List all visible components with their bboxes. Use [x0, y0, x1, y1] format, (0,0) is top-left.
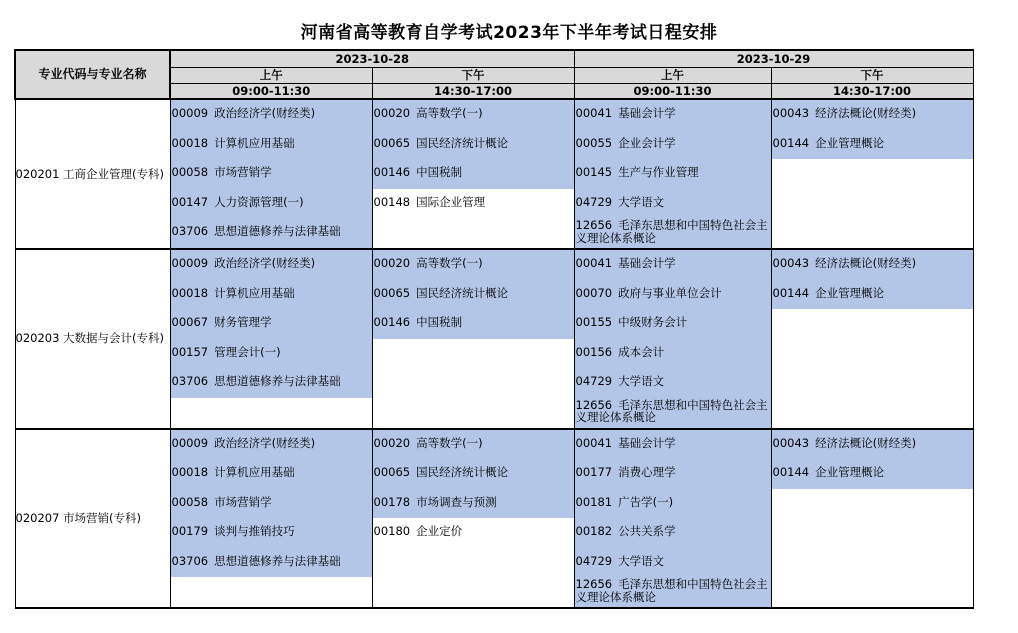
course-code: 00070	[575, 285, 613, 300]
course-name: 思想道德修养与法律基础	[214, 374, 341, 388]
time-header-day2-pm: 14:30-17:00	[771, 84, 973, 100]
major-name-cell: 020203 大数据与会计(专科)	[15, 249, 170, 429]
course-entry	[171, 159, 372, 189]
slot-cell-day1-pm	[372, 429, 574, 609]
course-entry	[373, 280, 574, 310]
course-entry	[575, 577, 771, 607]
course-entry	[171, 218, 372, 248]
course-name: 国民经济统计概论	[416, 465, 509, 479]
course-entry	[575, 159, 771, 189]
course-entry	[373, 130, 574, 160]
course-code: 00146	[373, 315, 411, 329]
course-name: 公共关系学	[618, 524, 676, 538]
course-entry	[575, 280, 771, 310]
course-name: 人力资源管理(一)	[214, 194, 304, 209]
course-entry	[575, 339, 771, 369]
course-code: 00180	[373, 524, 411, 538]
course-code: 00067	[171, 315, 209, 329]
course-code: 12656	[575, 577, 613, 591]
course-name: 企业定价	[416, 524, 463, 538]
course-name: 成本会计	[618, 344, 665, 359]
course-name: 基础会计学	[618, 256, 676, 270]
course-name: 思想道德修养与法律基础	[214, 553, 341, 568]
course-entry	[575, 309, 771, 339]
slot-cell-day2-am	[574, 99, 771, 249]
course-code: 00043	[772, 106, 810, 120]
slot-cell-day1-am	[170, 99, 372, 249]
course-name: 财务管理学	[214, 315, 272, 329]
course-entry	[575, 459, 771, 489]
course-entry	[575, 489, 771, 519]
course-code: 00018	[171, 135, 209, 150]
course-entry	[772, 459, 973, 489]
course-name: 广告学(一)	[618, 494, 674, 509]
course-entry	[373, 159, 574, 189]
course-entry	[772, 250, 973, 280]
major-row	[15, 429, 973, 609]
course-code: 00020	[373, 256, 411, 270]
course-code: 12656	[575, 397, 613, 412]
course-name: 企业管理概论	[815, 465, 885, 479]
major-name-cell: 020207 市场营销(专科)	[15, 429, 170, 609]
course-name: 国际企业管理	[416, 194, 486, 209]
course-code: 00009	[171, 256, 209, 270]
course-name: 大学语文	[618, 374, 665, 388]
course-entry	[171, 189, 372, 219]
course-entry	[772, 100, 973, 130]
course-code: 12656	[575, 218, 613, 232]
course-entry	[373, 250, 574, 280]
course-code: 03706	[171, 224, 209, 238]
course-name: 政治经济学(财经类)	[214, 256, 316, 270]
slot-cell-day2-pm	[771, 249, 973, 429]
slot-cell-day1-pm	[372, 249, 574, 429]
course-name: 政治经济学(财经类)	[214, 435, 316, 450]
course-name: 基础会计学	[618, 435, 676, 450]
course-entry	[373, 100, 574, 130]
course-name: 毛泽东思想和中国特色社会主义理论体系概论	[575, 218, 768, 245]
course-code: 04729	[575, 553, 613, 568]
course-entry	[373, 459, 574, 489]
course-code: 00155	[575, 315, 613, 329]
slot-cell-day2-am	[574, 249, 771, 429]
course-name: 思想道德修养与法律基础	[214, 224, 341, 238]
course-name: 经济法概论(财经类)	[815, 106, 917, 120]
course-entry	[171, 280, 372, 310]
course-name: 市场营销学	[214, 165, 272, 179]
course-entry	[575, 548, 771, 578]
course-code: 00178	[373, 494, 411, 509]
course-name: 生产与作业管理	[618, 165, 699, 179]
course-entry	[171, 339, 372, 369]
course-name: 经济法概论(财经类)	[815, 435, 917, 450]
course-name: 管理会计(一)	[214, 344, 281, 359]
time-header-day2-am: 09:00-11:30	[574, 84, 771, 100]
course-code: 00065	[373, 285, 411, 300]
course-name: 基础会计学	[618, 106, 676, 120]
course-name: 中国税制	[416, 315, 463, 329]
course-entry	[171, 489, 372, 519]
time-header-day1-am: 09:00-11:30	[170, 84, 372, 100]
slot-cell-day2-pm	[771, 99, 973, 249]
date-header-day1: 2023-10-28	[170, 50, 574, 68]
course-code: 00147	[171, 194, 209, 209]
course-code: 00055	[575, 135, 613, 150]
course-code: 00043	[772, 435, 810, 450]
course-entry	[772, 430, 973, 460]
course-code: 00144	[772, 465, 810, 479]
exam-schedule-table	[14, 49, 974, 609]
course-entry	[171, 548, 372, 578]
course-name: 经济法概论(财经类)	[815, 256, 917, 270]
course-code: 00018	[171, 285, 209, 300]
course-code: 00009	[171, 106, 209, 120]
course-name: 国民经济统计概论	[416, 135, 509, 150]
course-code: 00156	[575, 344, 613, 359]
course-entry	[575, 430, 771, 460]
course-entry	[171, 309, 372, 339]
course-name: 企业管理概论	[815, 285, 885, 300]
course-name: 毛泽东思想和中国特色社会主义理论体系概论	[575, 397, 768, 424]
major-row	[15, 249, 973, 429]
course-code: 00157	[171, 344, 209, 359]
course-name: 中级财务会计	[618, 315, 688, 329]
course-entry	[575, 218, 771, 248]
course-entry	[575, 398, 771, 428]
course-code: 04729	[575, 374, 613, 388]
page-title: 河南省高等教育自学考试2023年下半年考试日程安排	[300, 23, 718, 43]
course-code: 00148	[373, 194, 411, 209]
major-name-cell: 020201 工商企业管理(专科)	[15, 99, 170, 249]
course-code: 00041	[575, 435, 613, 450]
course-code: 00058	[171, 165, 209, 179]
course-entry	[575, 250, 771, 280]
course-code: 00009	[171, 435, 209, 450]
course-name: 高等数学(一)	[416, 106, 483, 120]
course-code: 00065	[373, 465, 411, 479]
course-name: 计算机应用基础	[214, 465, 295, 479]
course-entry	[171, 518, 372, 548]
course-name: 毛泽东思想和中国特色社会主义理论体系概论	[575, 577, 768, 604]
course-code: 00018	[171, 465, 209, 479]
course-code: 04729	[575, 194, 613, 209]
course-entry	[171, 250, 372, 280]
course-entry	[575, 518, 771, 548]
course-entry	[171, 459, 372, 489]
course-name: 高等数学(一)	[416, 435, 483, 450]
course-entry	[171, 130, 372, 160]
course-name: 政治经济学(财经类)	[214, 106, 316, 120]
course-name: 大学语文	[618, 194, 665, 209]
period-header-day2-am: 上午	[574, 68, 771, 84]
course-name: 计算机应用基础	[214, 285, 295, 300]
course-name: 大学语文	[618, 553, 665, 568]
course-entry	[373, 309, 574, 339]
course-code: 00177	[575, 465, 613, 479]
course-entry	[373, 489, 574, 519]
course-code: 00041	[575, 106, 613, 120]
course-name: 消费心理学	[618, 465, 676, 479]
major-column-header: 专业代码与专业名称	[15, 50, 170, 99]
course-entry	[373, 430, 574, 460]
slot-cell-day1-am	[170, 249, 372, 429]
course-entry	[575, 189, 771, 219]
course-name: 计算机应用基础	[214, 135, 295, 150]
course-code: 00043	[772, 256, 810, 270]
course-entry	[171, 368, 372, 398]
course-code: 00182	[575, 524, 613, 538]
slot-cell-day2-pm	[771, 429, 973, 609]
course-entry	[373, 518, 574, 548]
course-name: 高等数学(一)	[416, 256, 483, 270]
course-name: 企业会计学	[618, 135, 676, 150]
period-header-day1-am: 上午	[170, 68, 372, 84]
course-code: 00058	[171, 494, 209, 509]
course-name: 政府与事业单位会计	[618, 285, 722, 300]
course-code: 00020	[373, 435, 411, 450]
course-code: 00181	[575, 494, 613, 509]
course-name: 国民经济统计概论	[416, 285, 509, 300]
course-code: 03706	[171, 374, 209, 388]
slot-cell-day1-am	[170, 429, 372, 609]
course-code: 00179	[171, 524, 209, 538]
course-code: 03706	[171, 553, 209, 568]
course-code: 00020	[373, 106, 411, 120]
period-header-day2-pm: 下午	[771, 68, 973, 84]
time-header-day1-pm: 14:30-17:00	[372, 84, 574, 100]
course-code: 00146	[373, 165, 411, 179]
course-entry	[575, 100, 771, 130]
course-entry	[171, 430, 372, 460]
course-name: 谈判与推销技巧	[214, 524, 295, 538]
course-entry	[373, 189, 574, 219]
course-name: 中国税制	[416, 165, 463, 179]
course-entry	[575, 130, 771, 160]
course-entry	[171, 100, 372, 130]
course-name: 市场营销学	[214, 494, 272, 509]
date-header-day2: 2023-10-29	[574, 50, 973, 68]
course-name: 企业管理概论	[815, 135, 885, 150]
slot-cell-day1-pm	[372, 99, 574, 249]
major-row	[15, 99, 973, 249]
course-code: 00144	[772, 285, 810, 300]
period-header-day1-pm: 下午	[372, 68, 574, 84]
course-code: 00144	[772, 135, 810, 150]
course-entry	[575, 368, 771, 398]
course-code: 00145	[575, 165, 613, 179]
course-code: 00065	[373, 135, 411, 150]
course-code: 00041	[575, 256, 613, 270]
slot-cell-day2-am	[574, 429, 771, 609]
course-entry	[772, 130, 973, 160]
course-name: 市场调查与预测	[416, 494, 497, 509]
course-entry	[772, 280, 973, 310]
